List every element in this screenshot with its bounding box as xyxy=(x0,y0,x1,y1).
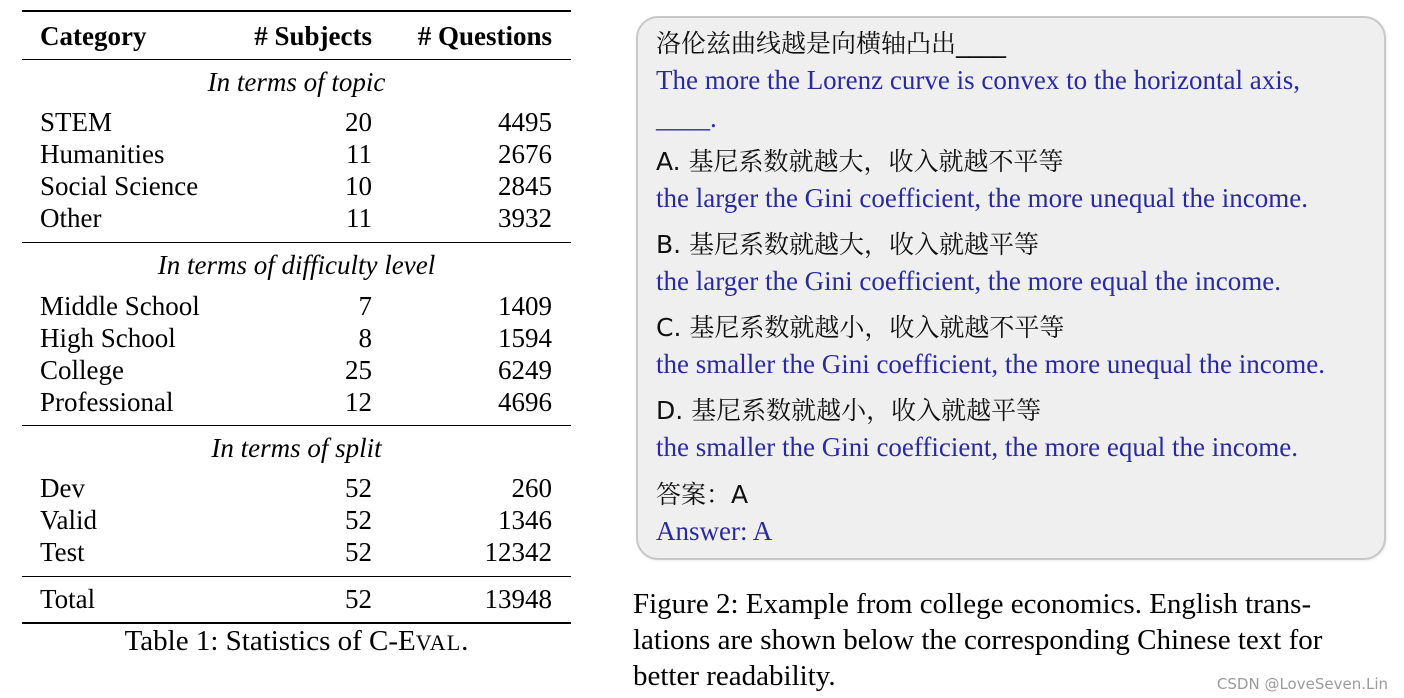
table-row-subjects: 25 xyxy=(345,355,372,385)
table-row-questions: 1594 xyxy=(498,323,552,353)
caption-prefix: Table 1: Statistics of C-E xyxy=(124,625,416,657)
table-row-subjects: 52 xyxy=(345,505,372,535)
section-title-split: In terms of split xyxy=(211,433,382,463)
answer-english: Answer: A xyxy=(656,516,773,546)
caption-suffix: . xyxy=(461,625,469,657)
question-chinese: 洛伦兹曲线越是向横轴凸出____ xyxy=(656,29,1007,58)
table-row-category: Test xyxy=(40,537,85,567)
table-row-category: Humanities xyxy=(40,139,165,169)
option-c-chinese: C. 基尼系数就越小，收入就越不平等 xyxy=(656,313,1065,342)
option-c-english: the smaller the Gini coefficient, the more unequal the income. xyxy=(656,349,1326,379)
table-row-category: Middle School xyxy=(40,291,200,321)
table-row-questions: 4696 xyxy=(498,387,552,417)
table-row-category: Social Science xyxy=(40,171,199,201)
table-row-subjects: 12 xyxy=(345,387,372,417)
table-row-subjects: 7 xyxy=(358,291,372,321)
caption-smallcaps: VAL xyxy=(415,630,462,655)
table-row-questions: 3932 xyxy=(498,203,552,233)
section-title-difficulty: In terms of difficulty level xyxy=(157,250,436,280)
caption-line: better readability. xyxy=(633,660,836,692)
header-rule xyxy=(22,59,571,60)
table-row-questions: 1409 xyxy=(498,291,552,321)
table-top-rule xyxy=(22,10,571,12)
table-row-category: Dev xyxy=(40,473,85,503)
total-row-subjects: 52 xyxy=(345,584,372,614)
table-row-questions: 6249 xyxy=(498,355,552,385)
total-row-questions: 13948 xyxy=(484,584,552,614)
table-row-questions: 4495 xyxy=(498,107,552,137)
table-row-category: Valid xyxy=(40,505,97,535)
table-row-category: STEM xyxy=(40,107,113,137)
table-row-category: College xyxy=(40,355,124,385)
example-question-box xyxy=(636,16,1386,560)
header-subjects: # Subjects xyxy=(254,21,372,51)
option-a-english: the larger the Gini coefficient, the more unequal the income. xyxy=(656,183,1309,213)
section-title-topic: In terms of topic xyxy=(207,67,386,97)
total-rule xyxy=(22,576,571,577)
table-row-questions: 12342 xyxy=(484,537,552,567)
total-row-category: Total xyxy=(40,584,96,614)
option-a-chinese: A. 基尼系数就越大，收入就越不平等 xyxy=(656,147,1064,176)
table-row-category: High School xyxy=(40,323,176,353)
section-rule xyxy=(22,242,571,243)
table-caption xyxy=(22,624,571,660)
table-row-questions: 260 xyxy=(511,473,552,503)
header-questions: # Questions xyxy=(417,21,552,51)
question-english: The more the Lorenz curve is convex to the horizontal axis, xyxy=(656,65,1301,95)
caption-line: lations are shown below the corresponding Chinese text for xyxy=(633,624,1323,656)
option-b-english: the larger the Gini coefficient, the more equal the income. xyxy=(656,266,1282,296)
question-english-blank: ____. xyxy=(656,103,717,133)
section-rule xyxy=(22,425,571,426)
table-row-subjects: 11 xyxy=(346,139,372,169)
option-d-english: the smaller the Gini coefficient, the more equal the income. xyxy=(656,432,1299,462)
answer-chinese: 答案：A xyxy=(656,480,749,509)
table-row-questions: 2845 xyxy=(498,171,552,201)
watermark: CSDN @LoveSeven.Lin xyxy=(1216,675,1388,693)
table-row-subjects: 20 xyxy=(345,107,372,137)
table-row-subjects: 8 xyxy=(358,323,372,353)
option-d-chinese: D. 基尼系数就越小，收入就越平等 xyxy=(656,396,1042,425)
caption-line: Figure 2: Example from college economics. English trans- xyxy=(633,588,1312,620)
table-row-category: Professional xyxy=(40,387,174,417)
table-row-category: Other xyxy=(40,203,102,233)
table-row-questions: 1346 xyxy=(498,505,552,535)
table-row-subjects: 52 xyxy=(345,473,372,503)
table-row-subjects: 10 xyxy=(345,171,372,201)
table-row-subjects: 52 xyxy=(345,537,372,567)
header-category: Category xyxy=(40,21,147,51)
option-b-chinese: B. 基尼系数就越大，收入就越平等 xyxy=(656,230,1040,259)
table-row-subjects: 11 xyxy=(346,203,372,233)
table-row-questions: 2676 xyxy=(498,139,552,169)
